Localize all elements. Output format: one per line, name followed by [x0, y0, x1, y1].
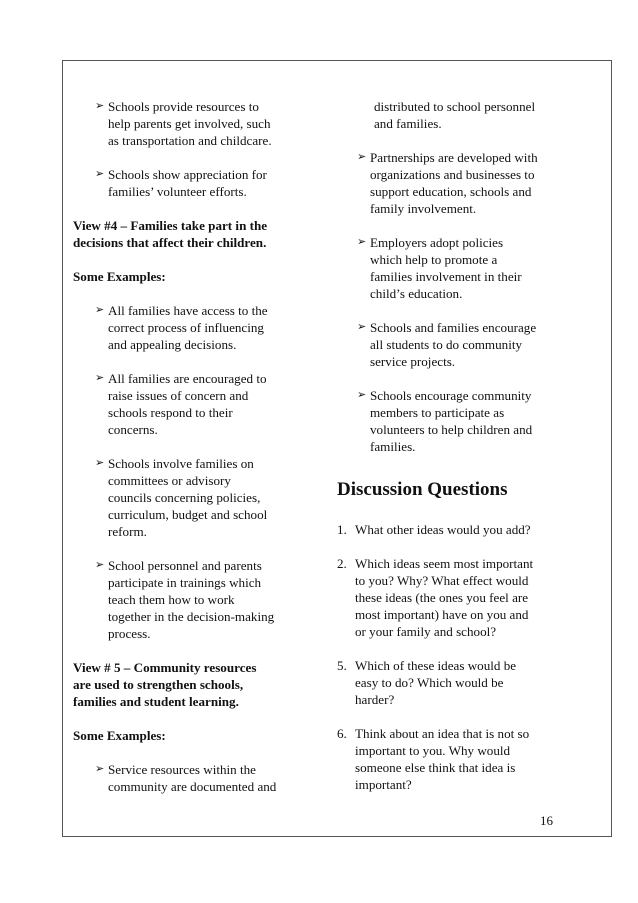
text-line: Which ideas seem most important: [355, 556, 534, 571]
arrow-bullet-icon: ➢: [95, 100, 105, 112]
question-item: [337, 521, 569, 538]
text-line: or your family and school?: [355, 624, 497, 639]
text-line: community are documented and: [108, 779, 277, 794]
text-line: School personnel and parents: [108, 558, 262, 573]
text-line: to you? Why? What effect would: [355, 573, 529, 588]
arrow-bullet-icon: ➢: [95, 763, 105, 775]
some-examples-label: Some Examples:: [73, 728, 166, 743]
text-line: and families.: [374, 116, 442, 131]
bullet-item: [75, 761, 307, 795]
text-line: decisions that affect their children.: [73, 235, 267, 250]
left-column: [75, 98, 307, 795]
text-line: All families have access to the: [108, 303, 268, 318]
text-line: members to participate as: [370, 405, 505, 420]
text-line: support education, schools and: [370, 184, 532, 199]
question-number: 1.: [337, 522, 347, 537]
text-line: committees or advisory: [108, 473, 231, 488]
text-line: help parents get involved, such: [108, 116, 271, 131]
arrow-bullet-icon: ➢: [357, 389, 367, 401]
arrow-bullet-icon: ➢: [95, 559, 105, 571]
question-number: 2.: [337, 556, 347, 571]
arrow-bullet-icon: ➢: [95, 372, 105, 384]
arrow-bullet-icon: ➢: [95, 168, 105, 180]
question-number: 5.: [337, 658, 347, 673]
arrow-bullet-icon: ➢: [357, 321, 367, 333]
text-line: teach them how to work: [108, 592, 235, 607]
arrow-bullet-icon: ➢: [95, 457, 105, 469]
right-column: [337, 98, 569, 793]
some-examples-label: Some Examples:: [73, 269, 166, 284]
text-line: service projects.: [370, 354, 456, 369]
text-line: family involvement.: [370, 201, 477, 216]
text-line: families involvement in their: [370, 269, 522, 284]
text-line: important?: [355, 777, 412, 792]
text-line: View #4 – Families take part in the: [73, 218, 268, 233]
bullet-item: [337, 387, 569, 455]
text-line: volunteers to help children and: [370, 422, 533, 437]
bullet-item: [75, 302, 307, 353]
text-line: all students to do community: [370, 337, 523, 352]
bullet-item: [75, 98, 307, 149]
question-item: [337, 657, 569, 708]
text-line: important to you. Why would: [355, 743, 511, 758]
text-line: schools respond to their: [108, 405, 233, 420]
text-line: most important) have on you and: [355, 607, 529, 622]
text-line: concerns.: [108, 422, 158, 437]
bullet-item: [75, 370, 307, 438]
bullet-item: [75, 166, 307, 200]
text-line: Schools provide resources to: [108, 99, 259, 114]
question-number: 6.: [337, 726, 347, 741]
arrow-bullet-icon: ➢: [357, 236, 367, 248]
text-line: easy to do? Which would be: [355, 675, 504, 690]
text-line: families and student learning.: [73, 694, 239, 709]
text-line: Employers adopt policies: [370, 235, 504, 250]
text-line: as transportation and childcare.: [108, 133, 272, 148]
text-line: someone else think that idea is: [355, 760, 516, 775]
text-line: harder?: [355, 692, 395, 707]
discussion-questions-heading: Discussion Questions: [337, 479, 508, 500]
text-line: Partnerships are developed with: [370, 150, 538, 165]
text-line: raise issues of concern and: [108, 388, 249, 403]
text-line: families’ volunteer efforts.: [108, 184, 247, 199]
text-line: All families are encouraged to: [108, 371, 267, 386]
text-line: reform.: [108, 524, 147, 539]
text-line: curriculum, budget and school: [108, 507, 268, 522]
text-line: participate in trainings which: [108, 575, 262, 590]
text-line: these ideas (the ones you feel are: [355, 590, 529, 605]
text-line: Schools encourage community: [370, 388, 532, 403]
bullet-item: [337, 149, 569, 217]
view5-heading: [73, 659, 307, 710]
page-number: 16: [540, 813, 553, 828]
text-line: View # 5 – Community resources: [73, 660, 257, 675]
text-line: child’s education.: [370, 286, 463, 301]
text-line: correct process of influencing: [108, 320, 264, 335]
question-item: [337, 555, 569, 640]
text-line: distributed to school personnel: [374, 99, 536, 114]
text-line: Schools and families encourage: [370, 320, 537, 335]
text-line: Which of these ideas would be: [355, 658, 517, 673]
arrow-bullet-icon: ➢: [95, 304, 105, 316]
text-line: Think about an idea that is not so: [355, 726, 530, 741]
question-item: [337, 725, 569, 793]
text-line: families.: [370, 439, 416, 454]
bullet-item: [75, 557, 307, 642]
view4-heading: [73, 217, 307, 251]
text-line: which help to promote a: [370, 252, 498, 267]
bullet-item: [337, 319, 569, 370]
text-line: are used to strengthen schools,: [73, 677, 244, 692]
text-line: councils concerning policies,: [108, 490, 261, 505]
text-line: organizations and businesses to: [370, 167, 535, 182]
arrow-bullet-icon: ➢: [357, 151, 367, 163]
text-line: together in the decision-making: [108, 609, 275, 624]
text-line: and appealing decisions.: [108, 337, 237, 352]
text-line: Schools involve families on: [108, 456, 254, 471]
text-line: What other ideas would you add?: [355, 522, 531, 537]
continued-bullet: [337, 98, 569, 132]
text-line: Schools show appreciation for: [108, 167, 267, 182]
text-line: Service resources within the: [108, 762, 256, 777]
text-line: process.: [108, 626, 151, 641]
bullet-item: [337, 234, 569, 302]
bullet-item: [75, 455, 307, 540]
